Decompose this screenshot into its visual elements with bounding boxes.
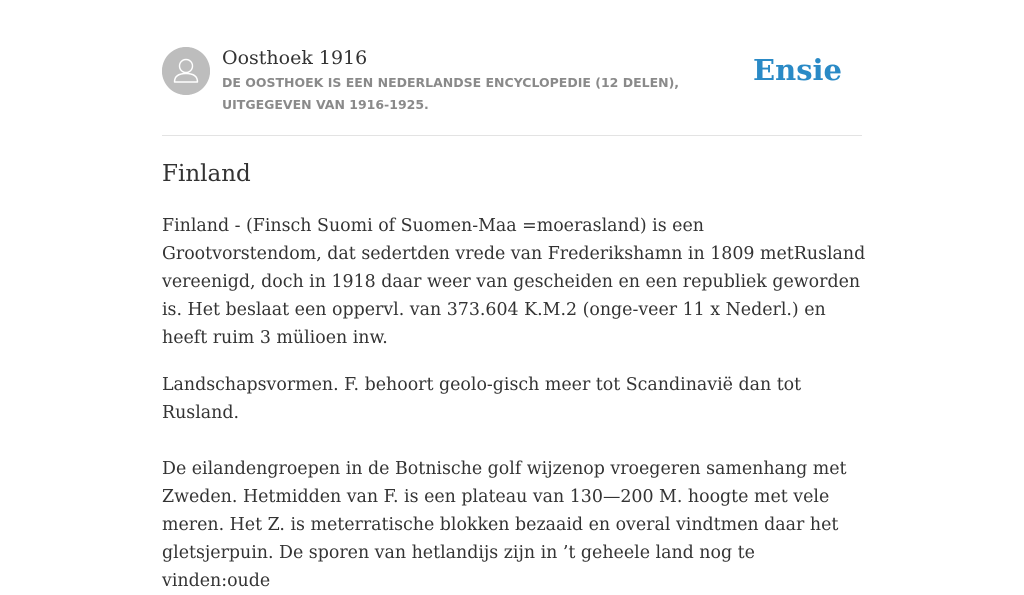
article-body — [162, 212, 866, 595]
ensie-logo-link[interactable]: Ensie — [753, 53, 842, 87]
header-divider — [162, 135, 862, 136]
user-silhouette-icon — [162, 47, 210, 95]
article-paragraph: De eilandengroepen in de Botnische golf wijzenop vroegeren samenhang met Zweden. Hetmidden van F. is een plateau van 130—200 M. hoogte met vele meren. Het Z. is meterratische blokken bezaaid en overal vindtmen daar het gletsjerpuin. De sporen van hetlandijs zijn in ’t geheele land nog te vinden:oude — [162, 459, 847, 591]
source-name[interactable]: Oosthoek 1916 — [222, 47, 368, 69]
source-avatar[interactable] — [162, 47, 210, 95]
source-description: DE OOSTHOEK IS EEN NEDERLANDSE ENCYCLOPEDIE (12 DELEN), UITGEGEVEN VAN 1916-1925. — [222, 75, 680, 112]
article-paragraph: Landschapsvormen. F. behoort geolo-gisch meer tot Scandinavië dan tot Rusland. — [162, 375, 802, 423]
source-header — [162, 44, 862, 118]
article-title: Finland — [162, 161, 251, 187]
article-paragraph: Finland - (Finsch Suomi of Suomen-Maa =moerasland) is een Grootvorstendom, dat sedertden vrede van Frederikshamn in 1809 metRusland vereenigd, doch in 1918 daar weer van gescheiden en een republiek geworden is. Het beslaat een oppervl. van 373.604 K.M.2 (onge-veer 11 x Nederl.) en heeft ruim 3 mülioen inw. — [162, 216, 866, 348]
